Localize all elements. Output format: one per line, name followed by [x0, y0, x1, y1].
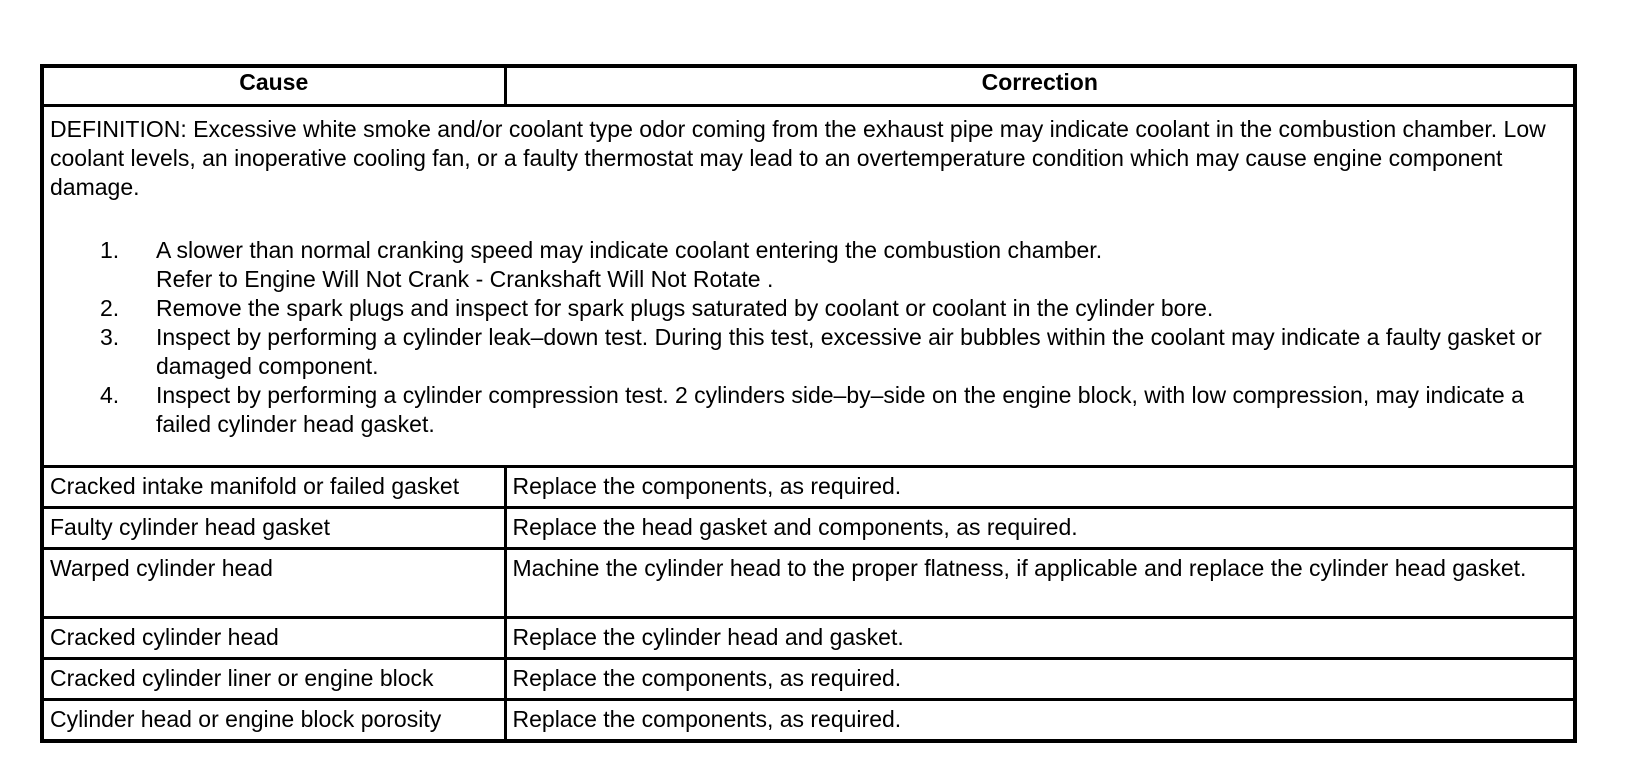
cause-cell: Warped cylinder head — [42, 549, 505, 618]
correction-cell: Replace the components, as required. — [505, 467, 1575, 508]
correction-cell: Replace the components, as required. — [505, 700, 1575, 742]
cause-cell: Faulty cylinder head gasket — [42, 508, 505, 549]
step-text: A slower than normal cranking speed may indicate coolant entering the combustion chamber. — [156, 237, 1103, 263]
diagnostic-table — [40, 64, 1577, 743]
step-number: 2. — [100, 295, 120, 321]
step-text: Inspect by performing a cylinder compression test. 2 cylinders side–by–side on the engine block, with low compression, may indicate a failed cylinder head gasket. — [156, 382, 1524, 437]
definition-text: DEFINITION: Excessive white smoke and/or coolant type odor coming from the exhaust pipe may indicate coolant in the combustion chamber. Low coolant levels, an inoperative cooling fan, or a faulty thermostat may lead to an overtemperature condition which may cause engine component damage. — [50, 116, 1546, 200]
cause-cell: Cracked cylinder head — [42, 618, 505, 659]
header-row — [42, 66, 1575, 106]
correction-cell: Replace the head gasket and components, as required. — [505, 508, 1575, 549]
step-item — [100, 236, 1567, 294]
table-row — [42, 549, 1575, 618]
table-row — [42, 467, 1575, 508]
step-number: 1. — [100, 237, 120, 263]
cause-cell: Cracked intake manifold or failed gasket — [42, 467, 505, 508]
step-item — [100, 294, 1567, 323]
step-list — [50, 236, 1567, 439]
table-row — [42, 700, 1575, 742]
cause-cell: Cracked cylinder liner or engine block — [42, 659, 505, 700]
step-text: Inspect by performing a cylinder leak–down test. During this test, excessive air bubbles within the coolant may indicate a faulty gasket or damaged component. — [156, 324, 1542, 379]
step-item — [100, 381, 1567, 439]
step-number: 3. — [100, 324, 120, 350]
cause-header: Cause — [42, 66, 505, 106]
definition-cell — [42, 106, 1575, 467]
step-number: 4. — [100, 382, 120, 408]
table-row — [42, 508, 1575, 549]
correction-cell: Replace the cylinder head and gasket. — [505, 618, 1575, 659]
table-row — [42, 618, 1575, 659]
correction-cell: Replace the components, as required. — [505, 659, 1575, 700]
cause-cell: Cylinder head or engine block porosity — [42, 700, 505, 742]
correction-header: Correction — [505, 66, 1575, 106]
definition-row — [42, 106, 1575, 467]
table-row — [42, 659, 1575, 700]
correction-cell: Machine the cylinder head to the proper flatness, if applicable and replace the cylinder head gasket. — [505, 549, 1575, 618]
step-item — [100, 323, 1567, 381]
step-text: Remove the spark plugs and inspect for spark plugs saturated by coolant or coolant in the cylinder bore. — [156, 295, 1214, 321]
step-reference: Refer to Engine Will Not Crank - Crankshaft Will Not Rotate . — [156, 266, 774, 292]
